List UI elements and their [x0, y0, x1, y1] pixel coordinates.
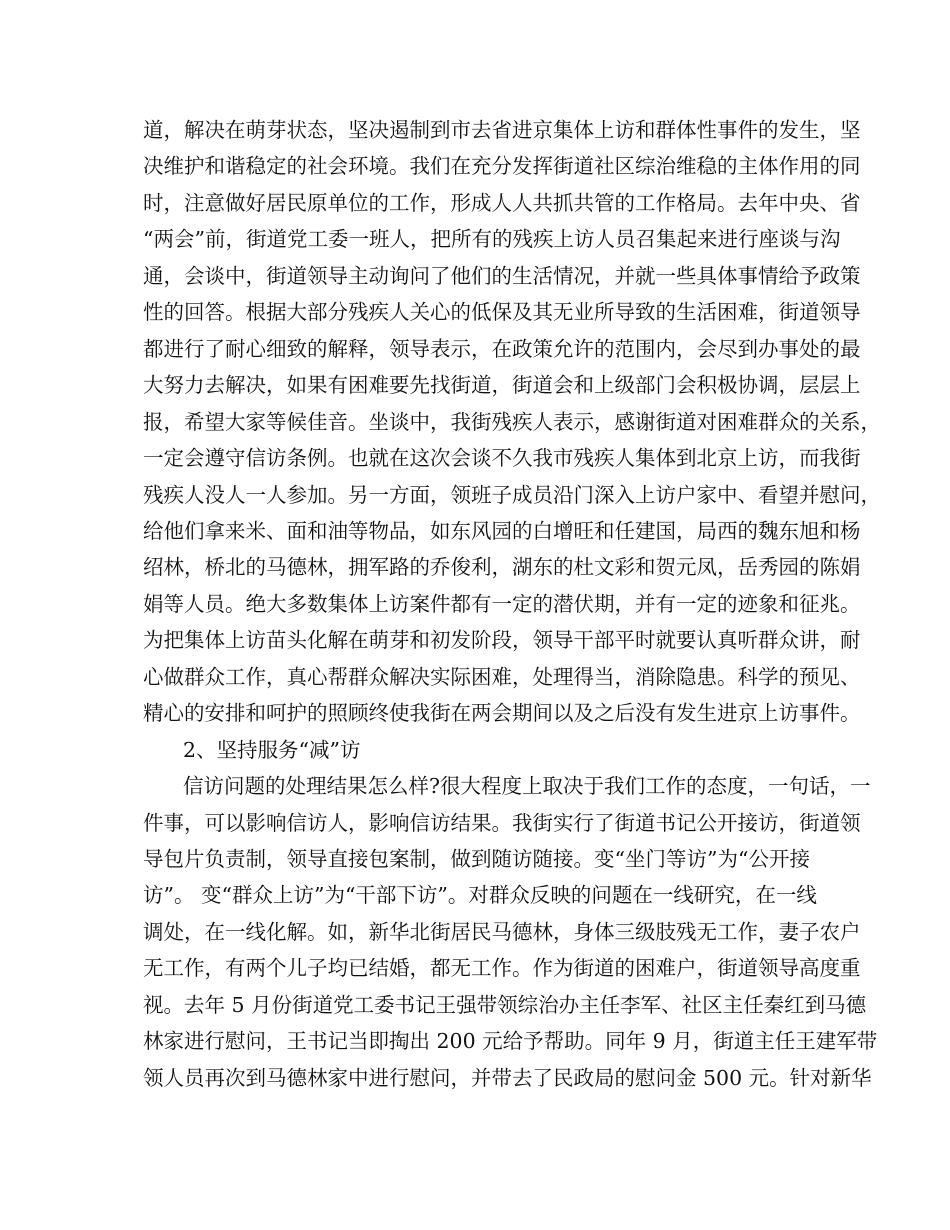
text-line: 道，解决在萌芽状态，坚决遏制到市去省进京集体上访和群体性事件的发生，坚 — [143, 118, 861, 142]
text-line: 绍林，桥北的马德林，拥军路的乔俊利，湖东的杜文彩和贺元凤，岳秀园的陈娟 — [143, 555, 861, 580]
text-line: 心做群众工作，真心帮群众解决实际困难，处理得当，消除隐患。科学的预见、 — [143, 664, 861, 689]
text-line: 一定会遵守信访条例。也就在这次会谈不久我市残疾人集体到北京上访，而我街 — [143, 446, 861, 471]
text-line: 信访问题的处理结果怎么样?很大程度上取决于我们工作的态度，一句话，一 — [183, 774, 871, 799]
text-line: 报，希望大家等候佳音。坐谈中，我街残疾人表示，感谢街道对困难群众的关系， — [143, 409, 881, 434]
text-line: 无工作，有两个儿子均已结婚，都无工作。作为街道的困难户，街道领导高度重 — [143, 956, 861, 981]
text-line: 性的回答。根据大部分残疾人关心的低保及其无业所导致的生活困难，街道领导 — [143, 300, 861, 325]
text-line: 访”。 变“群众上访”为“干部下访”。对群众反映的问题在一线研究，在一线 — [143, 883, 817, 908]
text-line: 精心的安排和呵护的照顾终使我街在两会期间以及之后没有发生进京上访事件。 — [143, 701, 861, 726]
text-line: 残疾人没人一人参加。另一方面，领班子成员沿门深入上访户家中、看望并慰问， — [143, 482, 881, 507]
text-line: 给他们拿来米、面和油等物品，如东风园的白增旺和任建国，局西的魏东旭和杨 — [143, 518, 861, 543]
text-line: 为把集体上访苗头化解在萌芽和初发阶段，领导干部平时就要认真听群众讲，耐 — [143, 628, 861, 653]
text-line: 林家进行慰问，王书记当即掏出 200 元给予帮助。同年 9 月，街道主任王建军带 — [143, 1029, 878, 1054]
text-line: 通，会谈中，街道领导主动询问了他们的生活情况，并就一些具体事情给予政策 — [143, 263, 861, 288]
text-line: 时，注意做好居民原单位的工作，形成人人共抓共管的工作格局。去年中央、省 — [143, 190, 861, 215]
text-line: 导包片负责制，领导直接包案制，做到随访随接。变“坐门等访”为“公开接 — [143, 847, 810, 871]
text-line: 调处，在一线化解。如，新华北街居民马德林，身体三级肢残无工作，妻子农户 — [143, 919, 861, 944]
text-line: 都进行了耐心细致的解释，领导表示，在政策允许的范围内，会尽到办事处的最 — [143, 336, 861, 361]
text-line: 2、坚持服务“减”访 — [183, 737, 361, 762]
text-line: 件事，可以影响信访人，影响信访结果。我街实行了街道书记公开接访，街道领 — [143, 810, 861, 835]
text-line: 娟等人员。绝大多数集体上访案件都有一定的潜伏期，并有一定的迹象和征兆。 — [143, 591, 861, 616]
text-line: 大努力去解决，如果有困难要先找街道，街道会和上级部门会积极协调，层层上 — [143, 373, 861, 398]
text-line: 决维护和谐稳定的社会环境。我们在充分发挥街道社区综治维稳的主体作用的同 — [143, 154, 861, 179]
text-line: “两会”前，街道党工委一班人，把所有的残疾上访人员召集起来进行座谈与沟 — [143, 227, 841, 252]
text-line: 视。去年 5 月份街道党工委书记王强带领综治办主任李军、社区主任秦红到马德 — [143, 992, 867, 1017]
text-line: 领人员再次到马德林家中进行慰问，并带去了民政局的慰问金 500 元。针对新华 — [143, 1065, 872, 1090]
